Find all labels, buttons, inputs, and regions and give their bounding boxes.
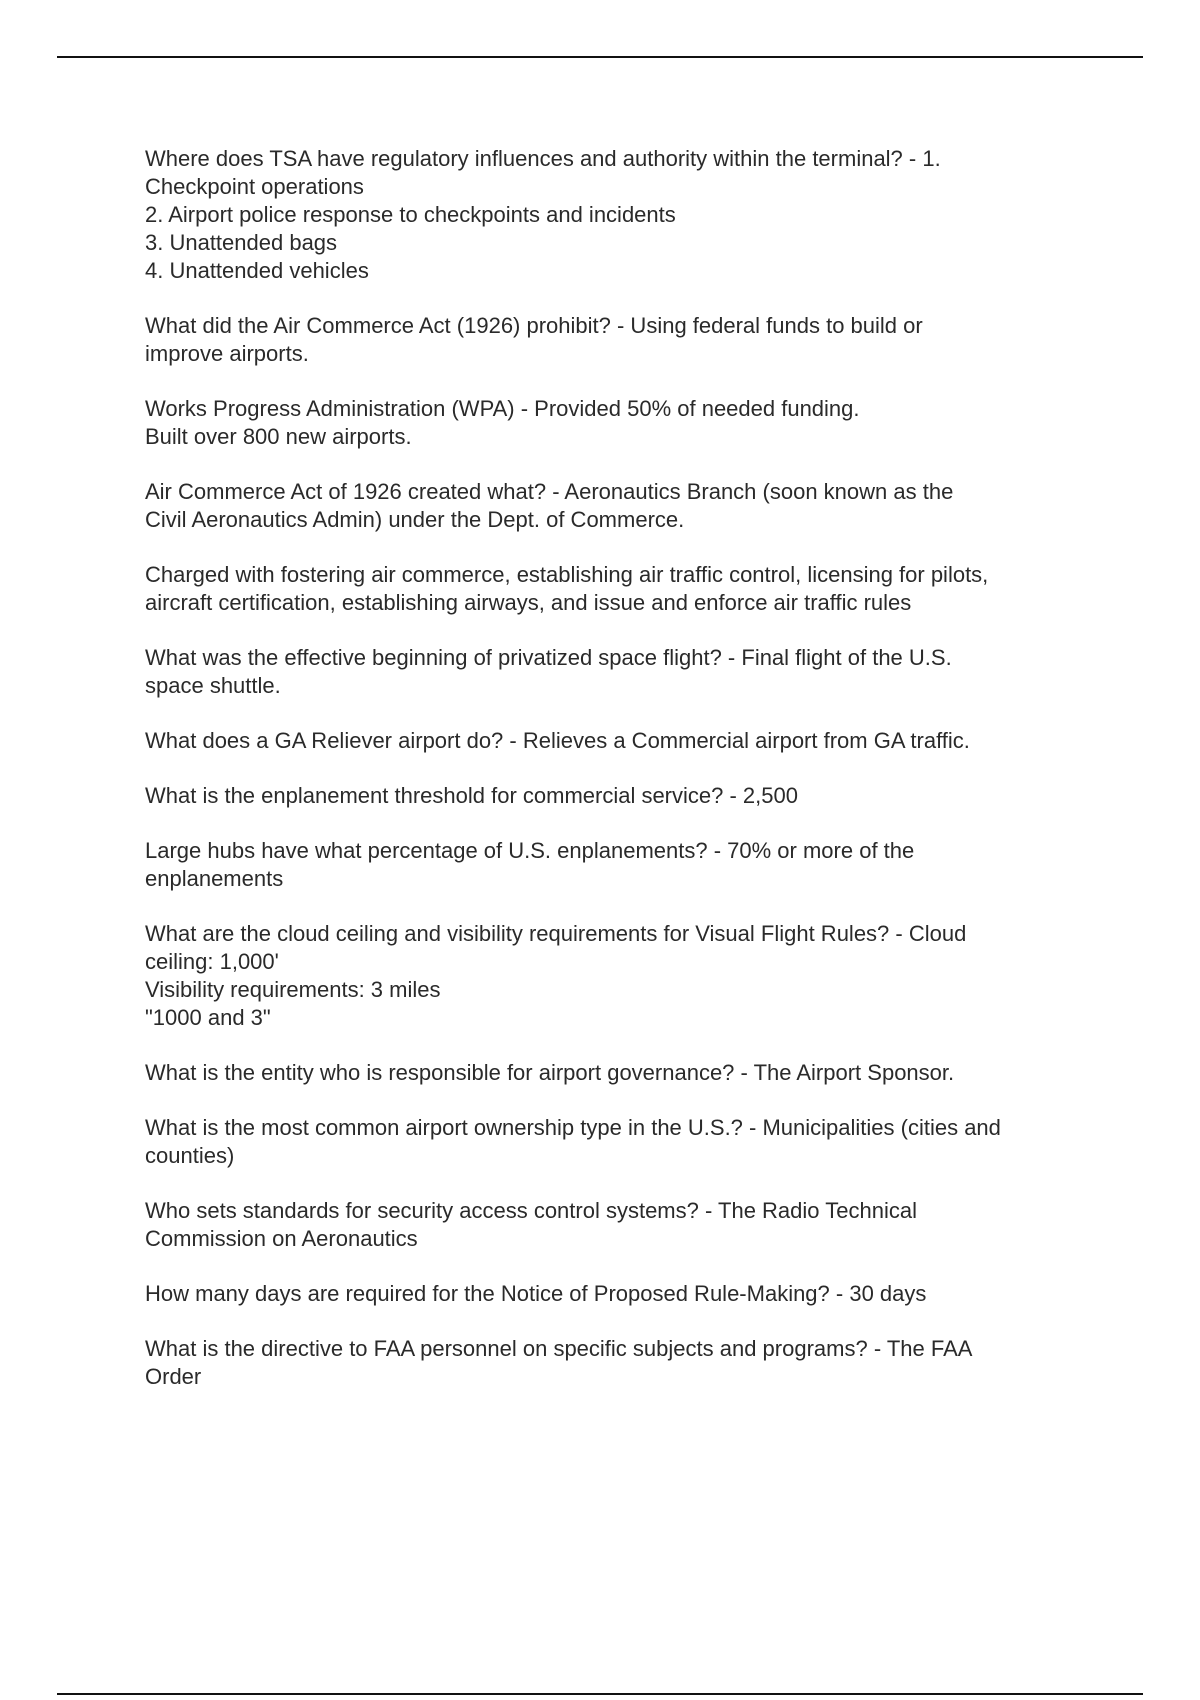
entry-line: Built over 800 new airports. bbox=[145, 424, 412, 449]
entry-line: Who sets standards for security access control systems? - The Radio Technical bbox=[145, 1198, 917, 1223]
entry-line: Air Commerce Act of 1926 created what? - Aeronautics Branch (soon known as the bbox=[145, 479, 954, 504]
entry-line: What was the effective beginning of privatized space flight? - Final flight of the U.S. bbox=[145, 645, 952, 670]
entry-line: Civil Aeronautics Admin) under the Dept. of Commerce. bbox=[145, 507, 685, 532]
entry-line: What are the cloud ceiling and visibility requirements for Visual Flight Rules? - Cloud bbox=[145, 921, 967, 946]
entry-line: Visibility requirements: 3 miles bbox=[145, 977, 441, 1002]
entry-line: What does a GA Reliever airport do? - Relieves a Commercial airport from GA traffic. bbox=[145, 728, 970, 753]
qa-entry-12 bbox=[145, 1114, 1095, 1170]
entry-line: "1000 and 3" bbox=[145, 1005, 271, 1030]
entry-line: ceiling: 1,000' bbox=[145, 949, 279, 974]
entry-line: Works Progress Administration (WPA) - Provided 50% of needed funding. bbox=[145, 396, 860, 421]
qa-entry-3 bbox=[145, 395, 1095, 451]
entry-line: improve airports. bbox=[145, 341, 309, 366]
qa-entry-10 bbox=[145, 920, 1095, 1032]
qa-entry-4 bbox=[145, 478, 1095, 534]
entry-line: How many days are required for the Notice of Proposed Rule-Making? - 30 days bbox=[145, 1281, 927, 1306]
entry-line: Large hubs have what percentage of U.S. enplanements? - 70% or more of the bbox=[145, 838, 915, 863]
header-rule bbox=[57, 56, 1143, 58]
entry-line: 4. Unattended vehicles bbox=[145, 258, 369, 283]
qa-entry-13 bbox=[145, 1197, 1095, 1253]
entry-line: What is the entity who is responsible for airport governance? - The Airport Sponsor. bbox=[145, 1060, 955, 1085]
qa-entry-8 bbox=[145, 782, 1095, 810]
qa-entry-2 bbox=[145, 312, 1095, 368]
entry-line: Charged with fostering air commerce, establishing air traffic control, licensing for pilots, bbox=[145, 562, 989, 587]
qa-entry-9 bbox=[145, 837, 1095, 893]
entry-line: 3. Unattended bags bbox=[145, 230, 338, 255]
entry-line: Commission on Aeronautics bbox=[145, 1226, 418, 1251]
qa-entry-5 bbox=[145, 561, 1095, 617]
entry-line: What is the most common airport ownership type in the U.S.? - Municipalities (cities and bbox=[145, 1115, 1001, 1140]
qa-entry-15 bbox=[145, 1335, 1095, 1391]
entry-line: What is the enplanement threshold for commercial service? - 2,500 bbox=[145, 783, 798, 808]
entry-line: counties) bbox=[145, 1143, 235, 1168]
entry-line: 2. Airport police response to checkpoints and incidents bbox=[145, 202, 676, 227]
document-body bbox=[145, 145, 1095, 1418]
qa-entry-14 bbox=[145, 1280, 1095, 1308]
entry-line: Order bbox=[145, 1364, 202, 1389]
footer-rule bbox=[57, 1693, 1143, 1695]
entry-line: aircraft certification, establishing airways, and issue and enforce air traffic rules bbox=[145, 590, 912, 615]
entry-line: Checkpoint operations bbox=[145, 174, 364, 199]
qa-entry-7 bbox=[145, 727, 1095, 755]
entry-line: What did the Air Commerce Act (1926) prohibit? - Using federal funds to build or bbox=[145, 313, 923, 338]
qa-entry-11 bbox=[145, 1059, 1095, 1087]
qa-entry-6 bbox=[145, 644, 1095, 700]
entry-line: What is the directive to FAA personnel on specific subjects and programs? - The FAA bbox=[145, 1336, 973, 1361]
entry-line: Where does TSA have regulatory influences and authority within the terminal? - 1. bbox=[145, 146, 941, 171]
entry-line: enplanements bbox=[145, 866, 284, 891]
qa-entry-1 bbox=[145, 145, 1095, 285]
entry-line: space shuttle. bbox=[145, 673, 281, 698]
